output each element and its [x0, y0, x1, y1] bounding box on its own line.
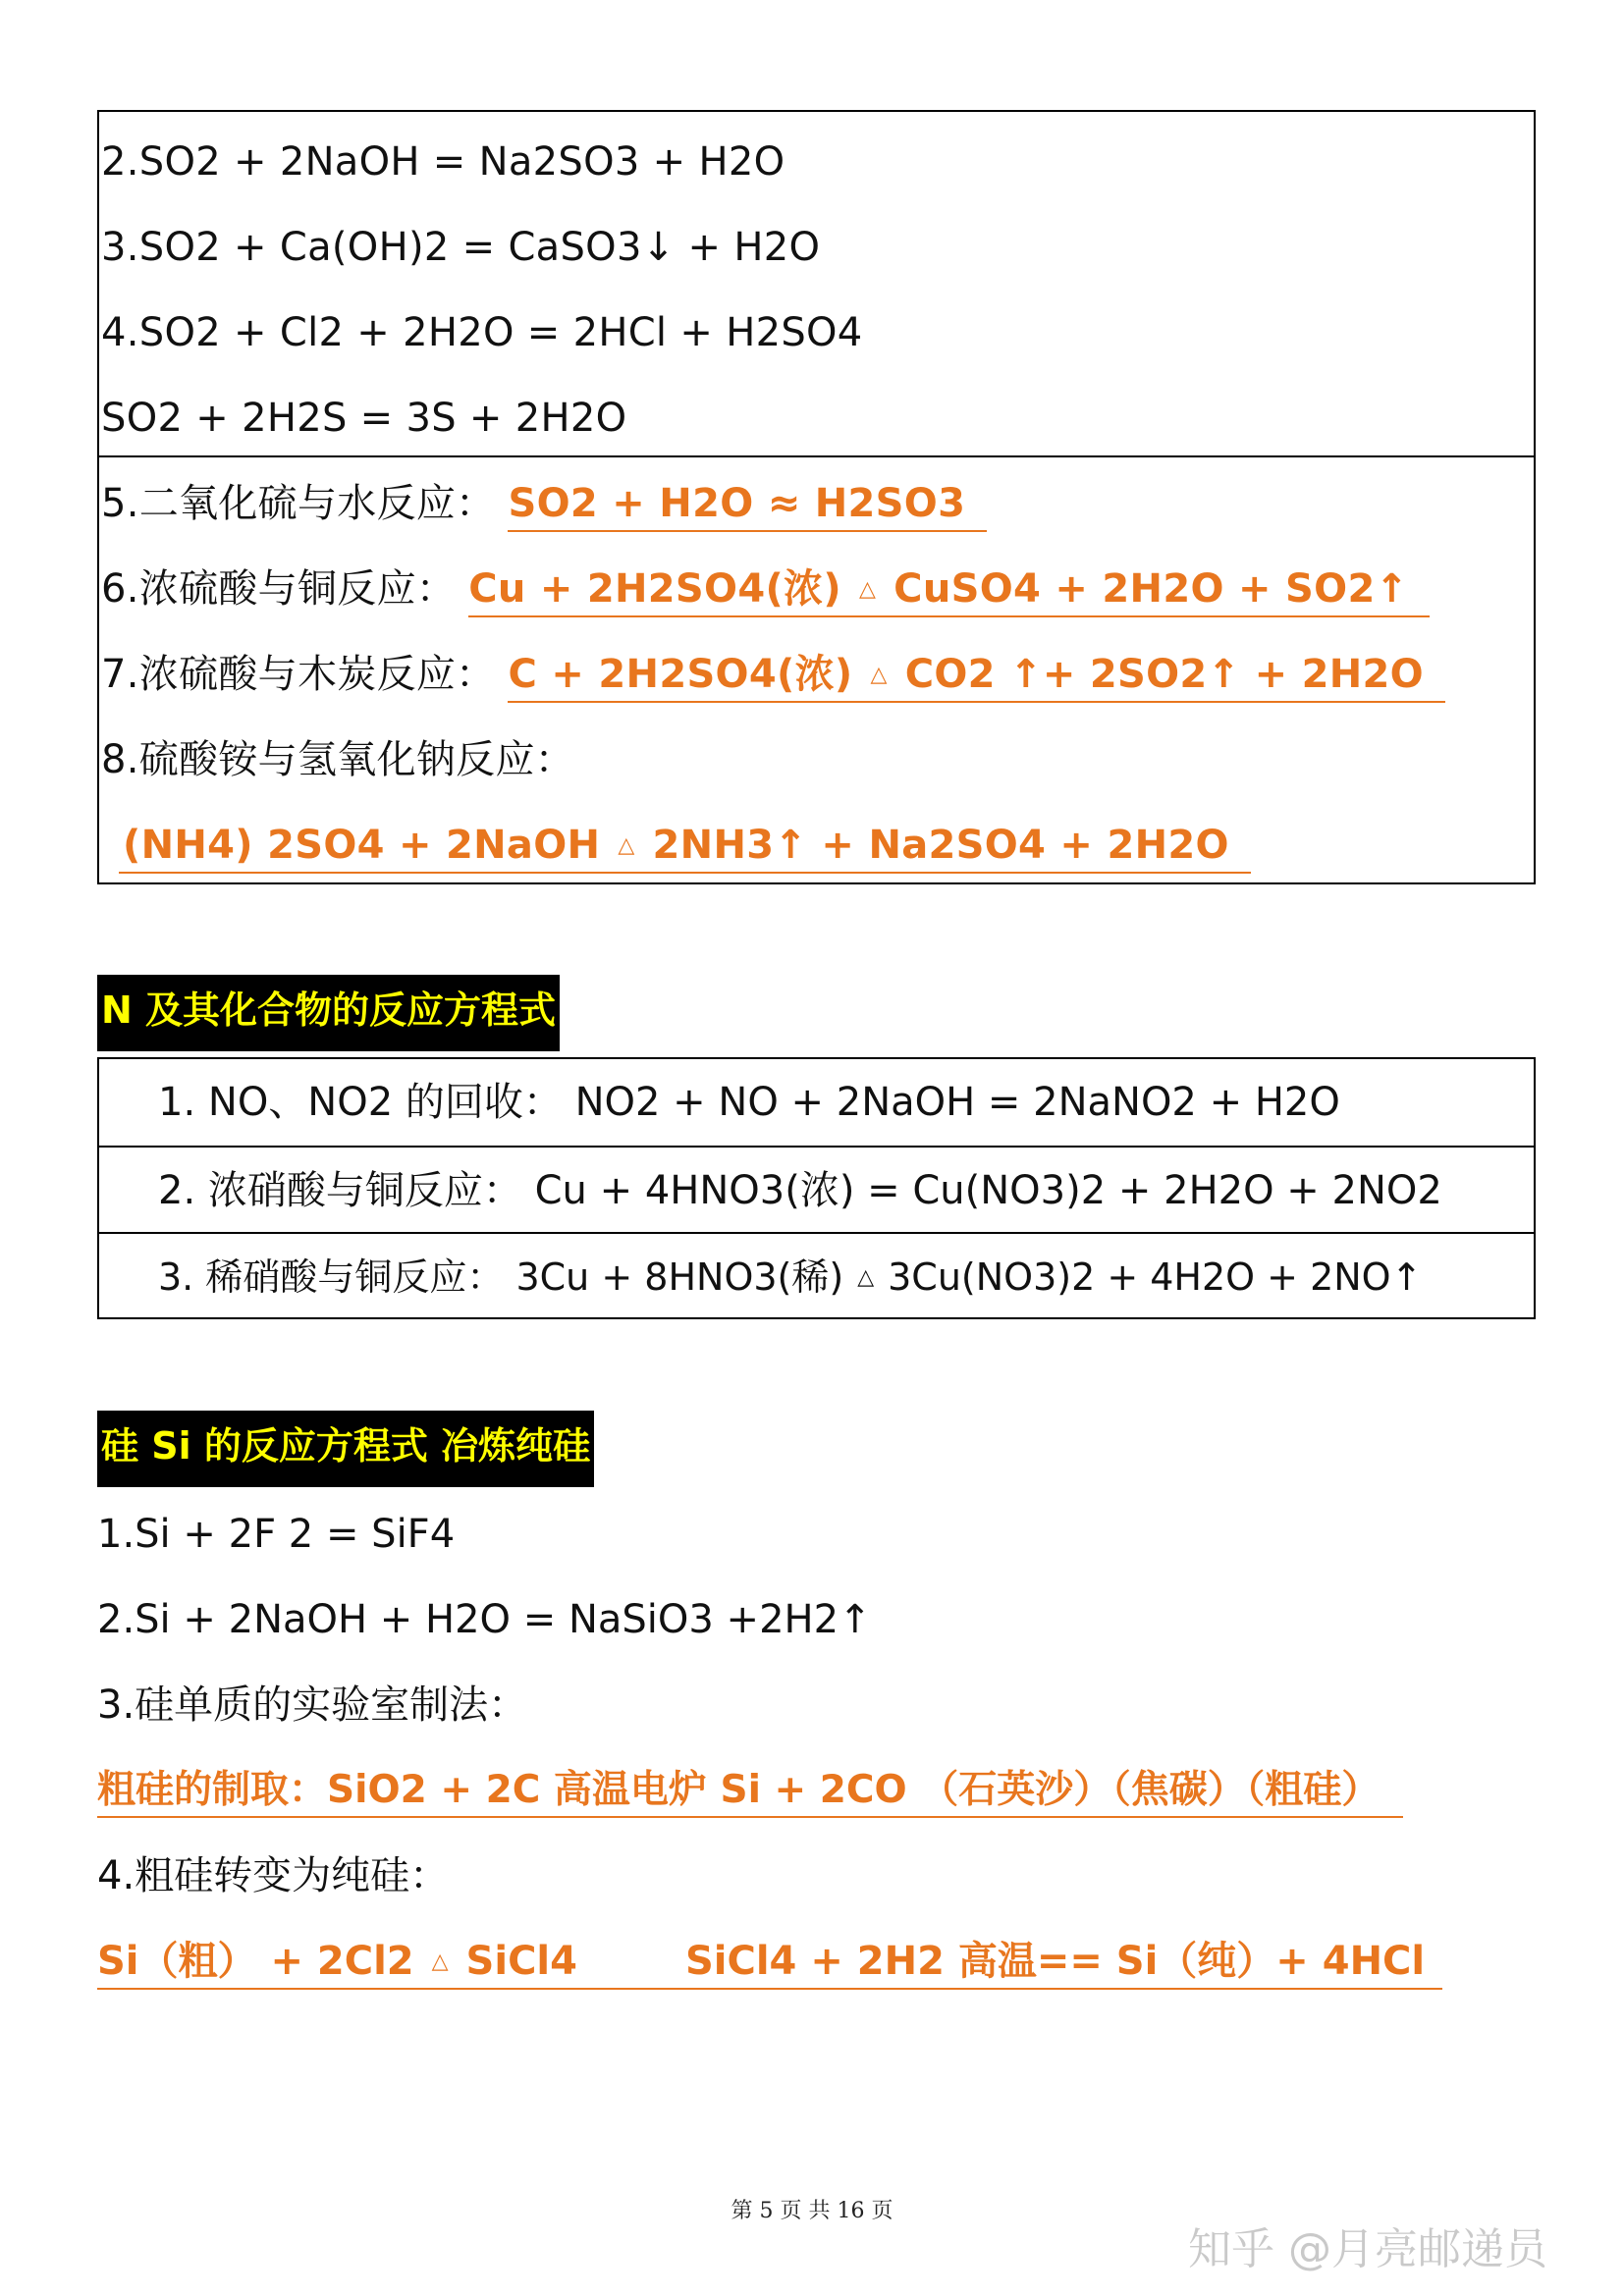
page-number: 第 5 页 共 16 页	[731, 2199, 893, 2223]
formula-lhs: Cu + 2H2SO4(浓)	[468, 566, 841, 612]
heat-condition-icon: △	[857, 1265, 875, 1290]
formula-rhs: SiCl4 + 2H2 高温== Si（纯）+ 4HCl	[684, 1939, 1426, 1984]
watermark: 知乎 @月亮邮递员	[1188, 2224, 1547, 2274]
table-row	[99, 1232, 1534, 1320]
formula-lhs: C + 2H2SO4(浓)	[508, 652, 853, 697]
equation-line: 2.Si + 2NaOH + H2O = NaSiO3 +2H2↑	[97, 1597, 872, 1642]
reaction-label: 6.浓硫酸与铜反应：	[101, 566, 457, 612]
table-row	[99, 1059, 1534, 1146]
equation-line: 4.粗硅转变为纯硅：	[97, 1853, 450, 1898]
highlighted-formula: 粗硅的制取：SiO2 + 2C 高温电炉 Si + 2CO （石英沙）（焦碳）（粗硅）	[97, 1768, 1403, 1818]
equation-line: 2.SO2 + 2NaOH = Na2SO3 + H2O	[101, 139, 785, 185]
row-number: 1.	[158, 1080, 196, 1125]
reaction-label: 7.浓硫酸与木炭反应：	[101, 652, 496, 697]
formula-rhs: 2NH3↑ + Na2SO4 + 2H2O	[652, 823, 1229, 868]
sulfur-reactions-box	[97, 110, 1536, 884]
formula-rhs: CO2 ↑+ 2SO2↑ + 2H2O	[904, 652, 1424, 697]
table-divider	[99, 455, 1534, 457]
formula-lhs: Si（粗） + 2Cl2	[97, 1939, 414, 1984]
silicon-section-heading: 硅 Si 的反应方程式 冶炼纯硅	[97, 1411, 594, 1487]
formula-rhs: 3Cu(NO3)2 + 4H2O + 2NO↑	[888, 1255, 1423, 1299]
formula-lhs: (NH4) 2SO4 + 2NaOH	[123, 823, 601, 868]
heat-condition-icon: △	[858, 577, 877, 602]
row-number: 3.	[158, 1255, 194, 1299]
reaction-6	[101, 562, 1430, 616]
highlighted-formula	[468, 566, 1430, 617]
equation-line: 3.硅单质的实验室制法：	[97, 1682, 528, 1728]
heat-condition-icon: △	[870, 663, 888, 687]
reaction-label: NO、NO2 的回收：	[207, 1080, 563, 1125]
heat-condition-icon: △	[618, 833, 635, 858]
equation-line: 4.SO2 + Cl2 + 2H2O = 2HCl + H2SO4	[101, 310, 863, 355]
table-row	[99, 1146, 1534, 1234]
reaction-formula: Cu + 4HNO3(浓) = Cu(NO3)2 + 2H2O + 2NO2	[534, 1168, 1442, 1213]
highlighted-formula	[119, 823, 1251, 874]
formula-rhs: CuSO4 + 2H2O + SO2↑	[893, 566, 1409, 612]
reaction-7	[101, 648, 1445, 702]
nitrogen-section-heading: N 及其化合物的反应方程式	[97, 975, 560, 1051]
heat-condition-icon: △	[431, 1949, 449, 1974]
nitrogen-reactions-box	[97, 1057, 1536, 1319]
crude-silicon-line	[97, 1764, 1403, 1817]
equation-line: SO2 + 2H2S = 3S + 2H2O	[101, 396, 627, 441]
reaction-8-label: 8.硫酸铵与氢氧化钠反应：	[101, 737, 575, 782]
equation-line: 3.SO2 + Ca(OH)2 = CaSO3↓ + H2O	[101, 225, 821, 270]
reaction-8-formula	[119, 819, 1251, 873]
reaction-label: 稀硝酸与铜反应：	[205, 1255, 505, 1299]
reaction-formula: NO2 + NO + 2NaOH = 2NaNO2 + H2O	[574, 1080, 1340, 1125]
reaction-5	[101, 477, 987, 530]
highlighted-formula	[508, 652, 1445, 703]
highlighted-formula: SO2 + H2O ≈ H2SO3	[508, 481, 987, 532]
reaction-label: 浓硝酸与铜反应：	[207, 1168, 522, 1213]
formula-mid: SiCl4	[465, 1939, 577, 1984]
formula-lhs: 3Cu + 8HNO3(稀)	[515, 1255, 844, 1299]
row-number: 2.	[158, 1168, 196, 1213]
highlighted-formula	[97, 1939, 1442, 1990]
pure-silicon-line	[97, 1935, 1442, 1989]
equation-line: 1.Si + 2F 2 = SiF4	[97, 1512, 456, 1557]
reaction-label: 5.二氧化硫与水反应：	[101, 481, 496, 526]
